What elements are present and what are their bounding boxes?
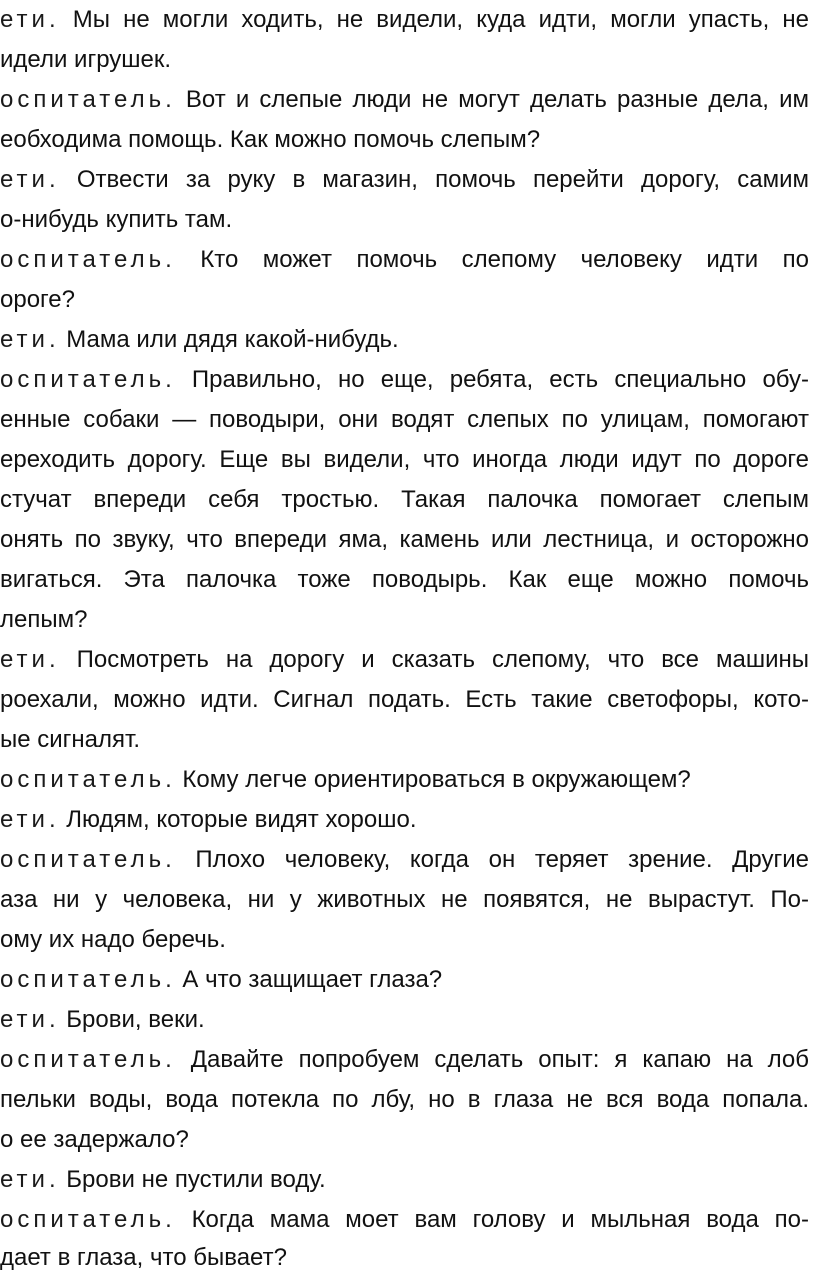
line-text: ые сигналят.: [0, 726, 141, 753]
line-text: аза ни у человека, ни у животных не появятся, не вырастут. По-: [0, 886, 809, 913]
speaker-label: оспитатель.: [0, 1206, 176, 1233]
speaker-label: оспитатель.: [0, 246, 176, 273]
line-text: лепым?: [0, 606, 88, 633]
text-line: [0, 1200, 809, 1240]
text-line: [0, 400, 809, 440]
line-text: пельки воды, вода потекла по лбу, но в глаза не вся вода попала.: [0, 1086, 809, 1113]
speaker-label: оспитатель.: [0, 966, 176, 993]
line-text: ереходить дорогу. Еще вы видели, что иногда люди идут по дороге: [0, 446, 809, 473]
speaker-label: оспитатель.: [0, 86, 176, 113]
line-text: о-нибудь купить там.: [0, 206, 233, 233]
text-line: [0, 1160, 809, 1200]
line-text: Мы не могли ходить, не видели, куда идти, могли упасть, не: [72, 6, 809, 33]
speaker-label: ети.: [0, 646, 60, 673]
line-text: идели игрушек.: [0, 46, 172, 73]
line-text: Брови не пустили воду.: [66, 1166, 326, 1193]
line-text: Брови, веки.: [66, 1006, 205, 1033]
text-line: [0, 1120, 809, 1160]
line-text: вигаться. Эта палочка тоже поводырь. Как еще можно помочь: [0, 566, 809, 593]
text-line: [0, 1238, 809, 1278]
line-text: Посмотреть на дорогу и сказать слепому, что все машины: [76, 646, 809, 673]
text-line: [0, 240, 809, 280]
text-line: [0, 1040, 809, 1080]
text-line: [0, 1080, 809, 1120]
text-line: [0, 640, 809, 680]
speaker-label: ети.: [0, 166, 60, 193]
text-line: [0, 760, 809, 800]
speaker-label: ети.: [0, 6, 60, 33]
text-line: [0, 360, 809, 400]
text-line: [0, 800, 809, 840]
line-text: роехали, можно идти. Сигнал подать. Есть такие светофоры, кото-: [0, 686, 809, 713]
line-text: Вот и слепые люди не могут делать разные дела, им: [185, 86, 809, 113]
text-line: [0, 0, 809, 40]
text-line: [0, 80, 809, 120]
line-text: енные собаки — поводыри, они водят слепых по улицам, помогают: [0, 406, 809, 433]
line-text: Правильно, но еще, ребята, есть специально обу-: [191, 366, 809, 393]
line-text: Когда мама моет вам голову и мыльная вода по-: [191, 1206, 809, 1233]
line-text: Плохо человеку, когда он теряет зрение. Другие: [195, 846, 810, 873]
line-text: онять по звуку, что впереди яма, камень или лестница, и осторожно: [0, 526, 809, 553]
text-line: [0, 840, 809, 880]
text-line: [0, 320, 809, 360]
line-text: стучат впереди себя тростью. Такая палочка помогает слепым: [0, 486, 809, 513]
text-line: [0, 40, 809, 80]
speaker-label: ети.: [0, 806, 60, 833]
line-text: Кому легче ориентироваться в окружающем?: [182, 766, 691, 793]
line-text: Кто может помочь слепому человеку идти по: [200, 246, 810, 273]
text-line: [0, 200, 809, 240]
line-text: о ее задержало?: [0, 1126, 189, 1153]
speaker-label: ети.: [0, 1166, 60, 1193]
line-text: Людям, которые видят хорошо.: [66, 806, 417, 833]
text-line: [0, 560, 809, 600]
text-line: [0, 1000, 809, 1040]
line-text: еобходима помощь. Как можно помочь слепым?: [0, 126, 541, 153]
text-line: [0, 880, 809, 920]
line-text: Давайте попробуем сделать опыт: я капаю на лоб: [190, 1046, 809, 1073]
text-line: [0, 480, 809, 520]
speaker-label: ети.: [0, 1006, 60, 1033]
text-line: [0, 160, 809, 200]
speaker-label: оспитатель.: [0, 1046, 176, 1073]
text-line: [0, 920, 809, 960]
speaker-label: оспитатель.: [0, 766, 176, 793]
speaker-label: оспитатель.: [0, 846, 176, 873]
text-line: [0, 280, 809, 320]
text-line: [0, 120, 809, 160]
line-text: А что защищает глаза?: [182, 966, 443, 993]
text-line: [0, 680, 809, 720]
speaker-label: оспитатель.: [0, 366, 176, 393]
text-line: [0, 720, 809, 760]
text-line: [0, 600, 809, 640]
line-text: дает в глаза, что бывает?: [0, 1244, 287, 1271]
text-line: [0, 960, 809, 1000]
line-text: ороге?: [0, 286, 75, 313]
line-text: Мама или дядя какой-нибудь.: [66, 326, 399, 353]
text-line: [0, 440, 809, 480]
line-text: Отвести за руку в магазин, помочь перейти дорогу, самим: [76, 166, 810, 193]
speaker-label: ети.: [0, 326, 60, 353]
line-text: ому их надо беречь.: [0, 926, 226, 953]
text-line: [0, 520, 809, 560]
